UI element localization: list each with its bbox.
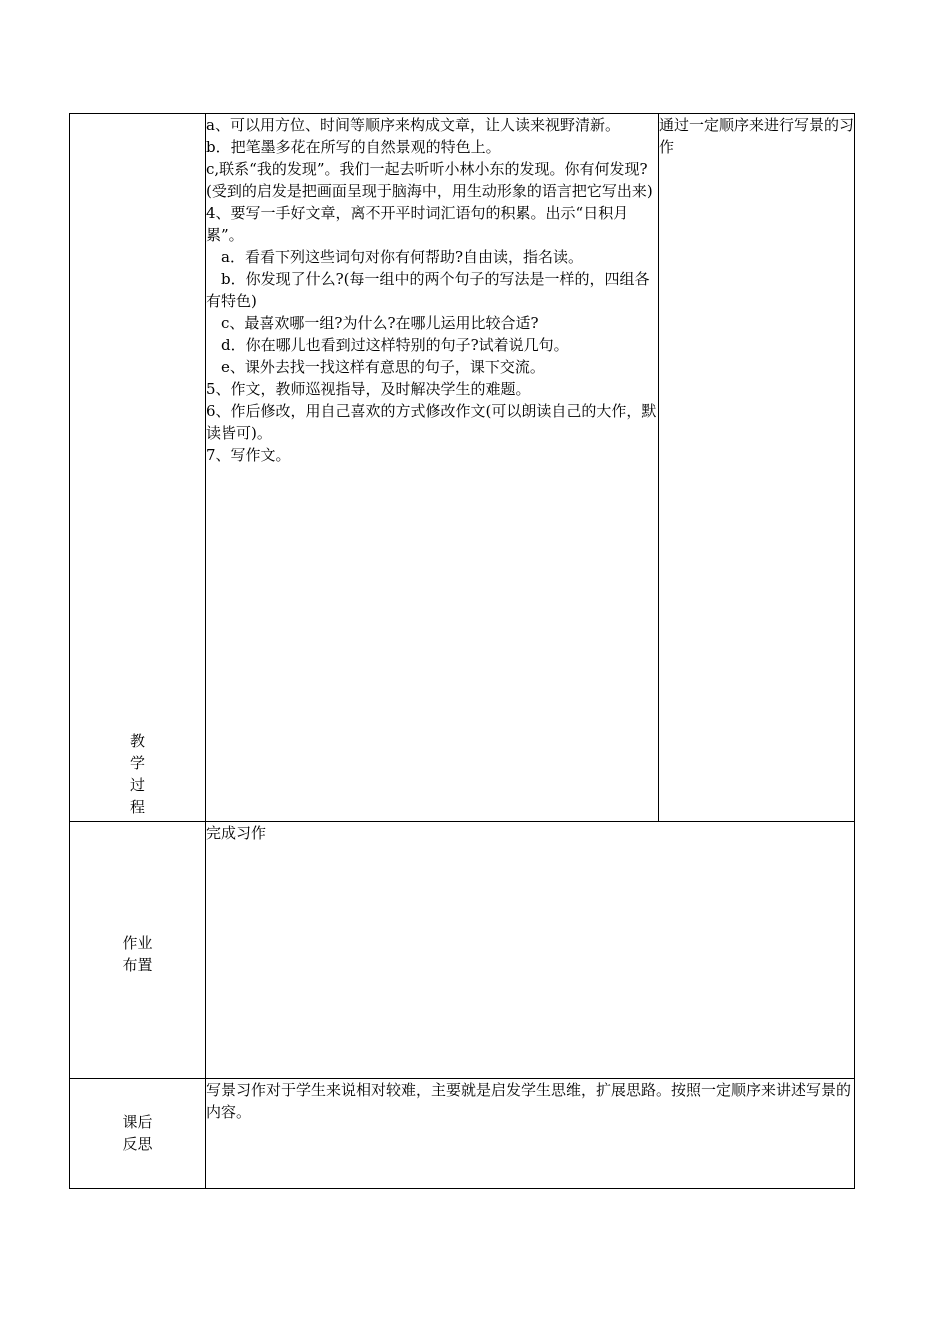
label-line: 作业	[122, 934, 153, 952]
process-step: a、可以用方位、时间等顺序来构成文章，让人读来视野清新。	[206, 116, 620, 134]
teaching-process-label	[70, 730, 205, 818]
homework-label-cell	[70, 822, 206, 1079]
process-step: c、最喜欢哪一组?为什么?在哪儿运用比较合适?	[221, 314, 539, 332]
process-step: e、课外去找一找这样有意思的句子，课下交流。	[221, 358, 545, 376]
process-step: 5、作文，教师巡视指导，及时解决学生的难题。	[206, 380, 531, 398]
teaching-process-label-cell	[70, 114, 206, 822]
homework-text: 完成习作	[206, 824, 267, 842]
label-char: 学	[129, 754, 145, 772]
process-step: a．看看下列这些词句对你有何帮助?自由读，指名读。	[221, 248, 583, 266]
teaching-process-row	[70, 114, 855, 822]
reflection-label-cell	[70, 1079, 206, 1189]
homework-label	[70, 822, 205, 976]
process-step-list	[206, 114, 658, 466]
design-intent-note	[659, 114, 855, 822]
design-intent-text: 通过一定顺序来进行写景的习作	[659, 116, 855, 156]
process-step: 6、作后修改，用自己喜欢的方式修改作文(可以朗读自己的大作，默读皆可)。	[206, 402, 657, 442]
homework-content	[206, 822, 855, 1079]
process-step: b．你发现了什么?(每一组中的两个句子的写法是一样的，四组各有特色)	[206, 270, 650, 310]
teaching-process-content	[206, 114, 659, 822]
reflection-content	[206, 1079, 855, 1189]
label-char: 教	[129, 732, 145, 750]
label-char: 过	[129, 776, 145, 794]
reflection-text: 写景习作对于学生来说相对较难，主要就是启发学生思维，扩展思路。按照一定顺序来讲述写景的内容。	[206, 1081, 852, 1121]
label-char: 程	[129, 798, 145, 816]
homework-row	[70, 822, 855, 1079]
reflection-row	[70, 1079, 855, 1189]
process-step: d．你在哪儿也看到过这样特别的句子?试着说几句。	[221, 336, 569, 354]
label-line: 反思	[122, 1135, 153, 1153]
label-line: 课后	[122, 1113, 153, 1131]
reflection-label	[70, 1079, 205, 1155]
process-step: 7、写作文。	[206, 446, 291, 464]
label-line: 布置	[122, 956, 153, 974]
process-step: 4、要写一手好文章，离不开平时词汇语句的积累。出示“日积月累”。	[206, 204, 629, 244]
lesson-plan-table	[69, 113, 855, 1189]
process-step: c,联系“我的发现”。我们一起去听听小林小东的发现。你有何发现?(受到的启发是把画面呈现于脑海中，用生动形象的语言把它写出来)	[206, 160, 653, 200]
process-step: b．把笔墨多花在所写的自然景观的特色上。	[206, 138, 501, 156]
